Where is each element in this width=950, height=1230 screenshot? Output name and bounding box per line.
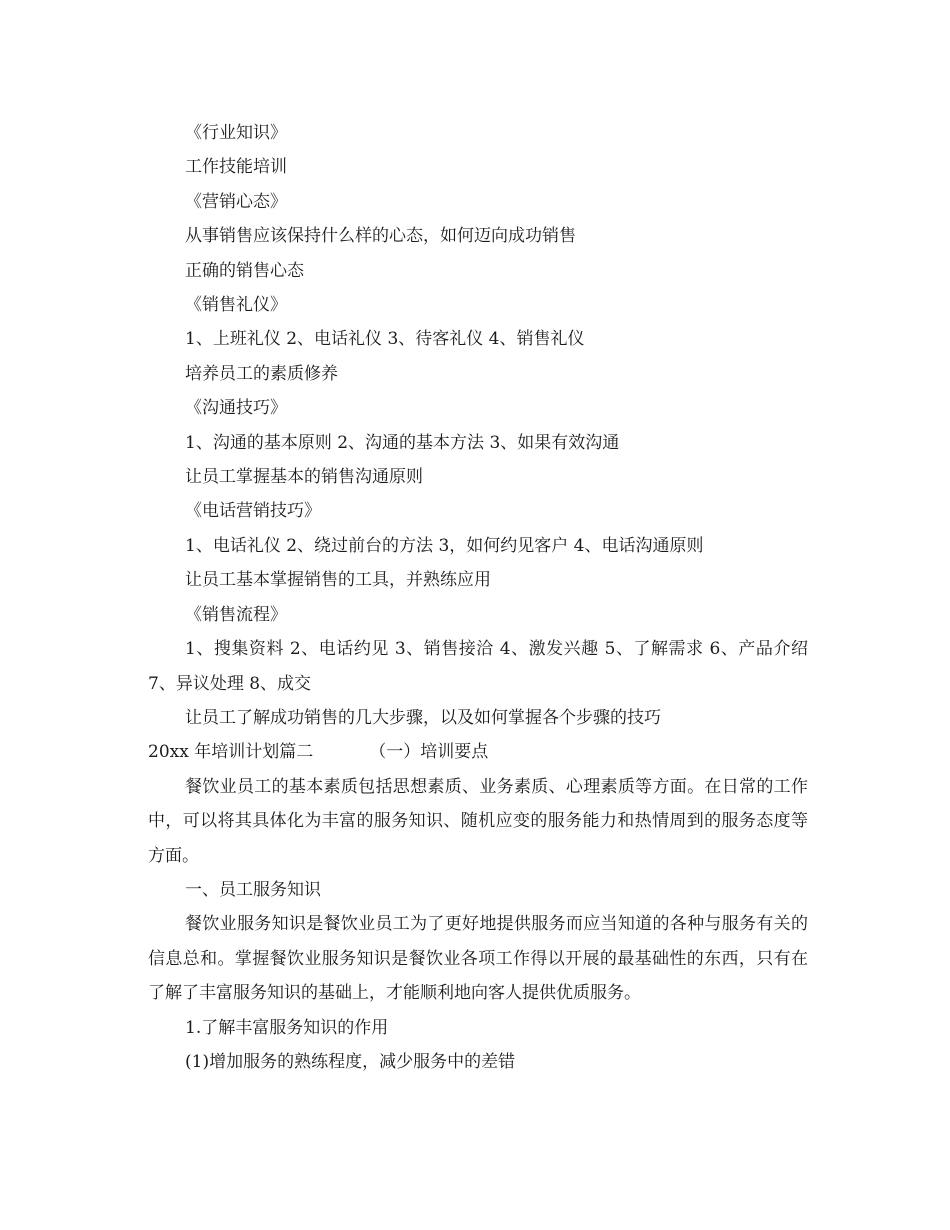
section-title: 20xx 年培训计划篇二 (148, 742, 314, 763)
line-mindset-question: 从事销售应该保持什么样的心态，如何迈向成功销售 (185, 226, 576, 247)
list-item-1: 1.了解丰富服务知识的作用 (185, 1017, 389, 1038)
line-etiquette-goal: 培养员工的素质修养 (185, 363, 338, 384)
line-communication-skills: 《沟通技巧》 (185, 398, 287, 419)
line-sales-process-goal: 让员工了解成功销售的几大步骤，以及如何掌握各个步骤的技巧 (185, 707, 661, 728)
line-mindset-goal: 正确的销售心态 (185, 260, 304, 281)
line-sales-mindset: 《营销心态》 (185, 191, 287, 212)
heading-service-knowledge: 一、员工服务知识 (185, 879, 321, 900)
line-communication-goal: 让员工掌握基本的销售沟通原则 (185, 467, 423, 488)
paragraph-sales-process-steps: 1、搜集资料 2、电话约见 3、销售接洽 4、激发兴趣 5、了解需求 6、产品介绍 7、异议处理 8、成交 (148, 639, 808, 694)
document-body (148, 116, 808, 1079)
paragraph-basic-quality: 餐饮业员工的基本素质包括思想素质、业务素质、心理素质等方面。在日常的工作中，可以将其具体化为丰富的服务知识、随机应变的服务能力和热情周到的服务态度等方面。 (148, 776, 808, 866)
line-work-skills: 工作技能培训 (185, 157, 287, 178)
line-communication-items: 1、沟通的基本原则 2、沟通的基本方法 3、如果有效沟通 (185, 432, 620, 453)
line-sales-process: 《销售流程》 (185, 604, 287, 625)
section-subtitle: （一）培训要点 (369, 742, 489, 763)
line-phone-goal: 让员工基本掌握销售的工具，并熟练应用 (185, 570, 491, 591)
line-etiquette-items: 1、上班礼仪 2、电话礼仪 3、待客礼仪 4、销售礼仪 (185, 329, 585, 350)
section-heading (148, 735, 808, 769)
line-phone-marketing: 《电话营销技巧》 (185, 501, 321, 522)
paragraph-service-knowledge: 餐饮业服务知识是餐饮业员工为了更好地提供服务而应当知道的各种与服务有关的信息总和。掌握餐饮业服务知识是餐饮业各项工作得以开展的最基础性的东西，只有在了解了丰富服务知识的基础上，才能顺利地向客人提供优质服务。 (148, 914, 808, 1004)
line-phone-items: 1、电话礼仪 2、绕过前台的方法 3，如何约见客户 4、电话沟通原则 (185, 535, 704, 556)
list-item-1-1: (1)增加服务的熟练程度，减少服务中的差错 (185, 1051, 516, 1072)
line-industry-knowledge: 《行业知识》 (185, 123, 287, 143)
line-sales-etiquette: 《销售礼仪》 (185, 295, 287, 316)
